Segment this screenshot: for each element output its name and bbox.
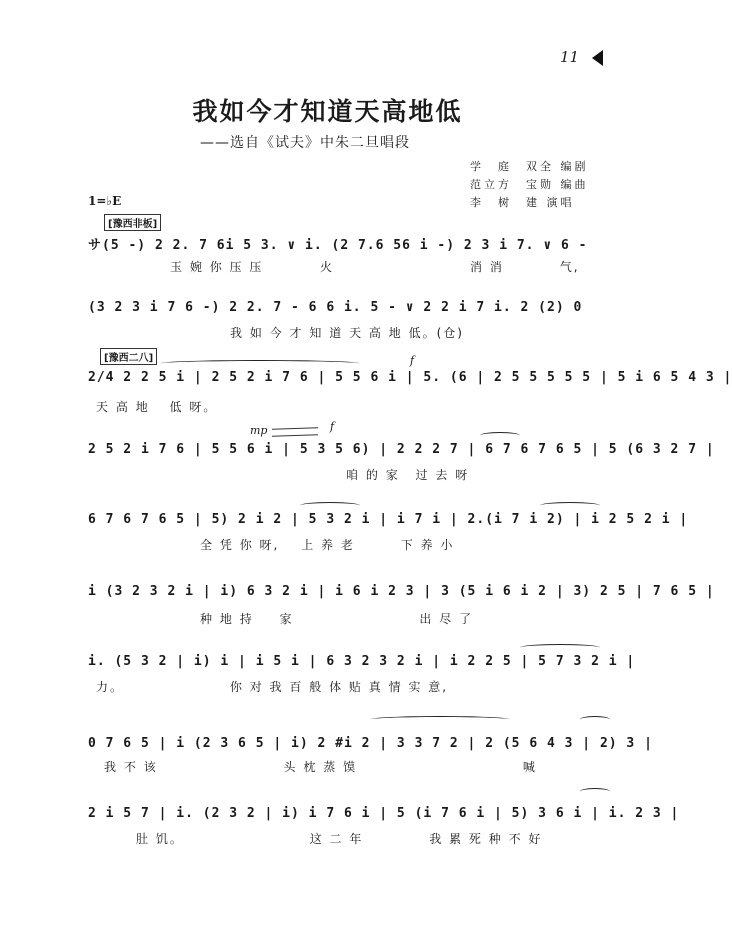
jianpu-line-7: i. (5 3 2 | i) i | i 5 i | 6 3 2 3 2 i | i 2 2 5 | 5 7 3 2 i |: [88, 654, 636, 669]
lyric-syllable: 凭: [219, 538, 234, 552]
dynamic-mezzo-piano: mp: [250, 424, 268, 437]
lyric-syllable: 知: [309, 326, 324, 340]
lyric-syllable: 下: [400, 538, 415, 552]
lyric-syllable: 你: [229, 680, 244, 694]
lyric-syllable: 今: [269, 326, 284, 340]
lyric-syllable: 馍: [343, 760, 358, 774]
crescendo-hairpin: [272, 427, 318, 437]
lyric-syllable: 贴: [348, 680, 363, 694]
lyric-syllable: 呀,: [259, 538, 280, 552]
lyric-syllable: 咱: [346, 468, 361, 482]
section-label-erba: [豫西二八]: [100, 348, 157, 365]
lyric-syllable: 呀。: [189, 400, 218, 414]
lyric-syllable: 老: [340, 538, 355, 552]
lyric-syllable: 不: [123, 760, 138, 774]
lyric-syllable: 低。(仓): [408, 326, 464, 340]
song-subtitle: ——选自《试夫》中朱二旦唱段: [200, 135, 410, 151]
slur-mark: [370, 716, 510, 723]
jianpu-line-5: 6 7 6 7 6 5 | 5) 2 i 2 | 5 3 2 i | i 7 i | 2.(i 7 i 2) | i 2 5 2 i |: [88, 512, 689, 527]
lyric-syllable: 这: [309, 832, 324, 846]
lyric-line-8: [104, 758, 537, 775]
page-marker-icon: [592, 50, 603, 66]
jianpu-line-9: 2 i 5 7 | i. (2 3 2 | i) i 7 6 i | 5 (i 7 6 i | 5) 3 6 i | i. 2 3 |: [88, 806, 680, 821]
lyric-syllable: 消: [470, 260, 485, 274]
lyric-syllable: 我: [104, 760, 119, 774]
lyric-syllable: 了: [459, 612, 474, 626]
lyric-syllable: 你: [209, 260, 224, 274]
song-title: 我如今才知道天高地低: [192, 97, 463, 126]
lyric-syllable: 才: [289, 326, 304, 340]
slur-mark: [580, 788, 610, 795]
lyric-line-4: [346, 466, 469, 483]
dynamic-forte-1: f: [410, 354, 415, 367]
lyric-syllable: 头: [283, 760, 298, 774]
lyric-syllable: 百: [289, 680, 304, 694]
lyric-syllable: 地: [388, 326, 403, 340]
slur-mark: [480, 432, 520, 439]
lyric-syllable: 低: [169, 400, 184, 414]
lyric-syllable: 饥。: [155, 832, 184, 846]
lyric-line-2: [230, 324, 464, 341]
lyric-syllable: 喊: [522, 760, 537, 774]
lyric-syllable: 实: [408, 680, 423, 694]
lyric-syllable: 种: [488, 832, 503, 846]
lyric-syllable: 气,: [559, 260, 580, 274]
lyric-syllable: 力。: [96, 680, 125, 694]
lyric-syllable: 道: [329, 326, 344, 340]
lyric-syllable: 该: [143, 760, 158, 774]
jianpu-line-3: 2/4 2 2 5 i | 2 5 2 i 7 6 | 5 5 6 i | 5. (6 | 2 5 5 5 5 5 | 5 i 6 5 4 3 |: [88, 370, 732, 385]
jianpu-line-1: サ(5 ‐) 2 2. 7 6i 5 3. ∨ i. (2 7.6 56 i ‐) 2 3 i 7. ∨ 6 ‐: [88, 238, 588, 253]
lyric-syllable: 好: [528, 832, 543, 846]
lyric-syllable: 如: [249, 326, 264, 340]
credit-singer: 李 树 建 演唱: [470, 196, 575, 209]
dynamic-forte-2: f: [330, 420, 335, 433]
lyric-line-9: [136, 830, 542, 847]
lyric-syllable: 持: [239, 612, 254, 626]
page-number: 11: [560, 48, 580, 66]
lyric-syllable: 我: [429, 832, 444, 846]
lyric-syllable: 枕: [303, 760, 318, 774]
lyric-syllable: 婉: [189, 260, 204, 274]
lyric-syllable: 高: [368, 326, 383, 340]
lyric-syllable: 家: [385, 468, 400, 482]
lyric-syllable: 死: [468, 832, 483, 846]
credit-composer: 范立方 宝勋 编曲: [470, 178, 589, 191]
slur-mark: [520, 644, 600, 651]
lyric-line-3: [96, 398, 217, 415]
lyric-syllable: 压: [229, 260, 244, 274]
jianpu-line-8: 0 7 6 5 | i (2 3 6 5 | i) 2 #i 2 | 3 3 7 2 | 2 (5 6 4 3 | 2) 3 |: [88, 736, 653, 751]
lyric-syllable: 过: [415, 468, 430, 482]
lyric-syllable: 天: [96, 400, 111, 414]
lyric-syllable: 二: [329, 832, 344, 846]
lyric-syllable: 去: [435, 468, 450, 482]
lyric-syllable: 般: [309, 680, 324, 694]
credit-lyricist: 学 庭 双全 编剧: [470, 160, 589, 173]
lyric-syllable: 年: [349, 832, 364, 846]
lyric-syllable: 我: [269, 680, 284, 694]
lyric-syllable: 家: [279, 612, 294, 626]
jianpu-line-6: i (3 2 3 2 i | i) 6 3 2 i | i 6 i 2 3 | 3 (5 i 6 i 2 | 3) 2 5 | 7 6 5 |: [88, 584, 715, 599]
section-label-feiban: [豫西非板]: [104, 214, 161, 231]
lyric-syllable: 出: [419, 612, 434, 626]
slur-mark: [160, 360, 360, 367]
lyric-line-7: [96, 678, 448, 695]
lyric-syllable: 的: [365, 468, 380, 482]
lyric-syllable: 全: [200, 538, 215, 552]
lyric-syllable: 消: [489, 260, 504, 274]
lyric-syllable: 真: [368, 680, 383, 694]
lyric-syllable: 火: [320, 260, 335, 274]
lyric-syllable: 尽: [439, 612, 454, 626]
lyric-syllable: 小: [440, 538, 455, 552]
lyric-line-1a: [170, 258, 290, 275]
lyric-syllable: 蒸: [323, 760, 338, 774]
lyric-syllable: 天: [349, 326, 364, 340]
jianpu-line-4: 2 5 2 i 7 6 | 5 5 6 i | 5 3 5 6) | 2 2 2 7 | 6 7 6 7 6 5 | 5 (6 3 2 7 |: [88, 442, 715, 457]
lyric-syllable: 不: [508, 832, 523, 846]
lyric-syllable: 养: [420, 538, 435, 552]
lyric-line-5: [200, 536, 454, 553]
lyric-syllable: 压: [249, 260, 264, 274]
lyric-syllable: 高: [115, 400, 130, 414]
lyric-syllable: 肚: [136, 832, 151, 846]
lyric-syllable: 种: [200, 612, 215, 626]
lyric-syllable: 情: [388, 680, 403, 694]
lyric-syllable: 意,: [428, 680, 449, 694]
lyric-line-6: [200, 610, 473, 627]
slur-mark: [580, 716, 610, 723]
lyric-syllable: 你: [239, 538, 254, 552]
lyric-syllable: 玉: [170, 260, 185, 274]
jianpu-line-2: (3 2 3 i 7 6 ‐) 2 2. 7 ‐ 6 6 i. 5 ‐ ∨ 2 2 i 7 i. 2 (2) 0: [88, 300, 583, 315]
lyric-syllable: 养: [321, 538, 336, 552]
lyric-syllable: 累: [449, 832, 464, 846]
lyric-syllable: 上: [301, 538, 316, 552]
lyric-syllable: 对: [249, 680, 264, 694]
slur-mark: [540, 502, 600, 509]
key-signature: 1=♭E: [88, 194, 122, 208]
lyric-syllable: 呀: [455, 468, 470, 482]
lyric-syllable: 体: [329, 680, 344, 694]
lyric-syllable: 地: [219, 612, 234, 626]
lyric-syllable: 我: [230, 326, 245, 340]
slur-mark: [300, 502, 360, 509]
lyric-line-1b: [470, 258, 580, 275]
lyric-syllable: 地: [135, 400, 150, 414]
